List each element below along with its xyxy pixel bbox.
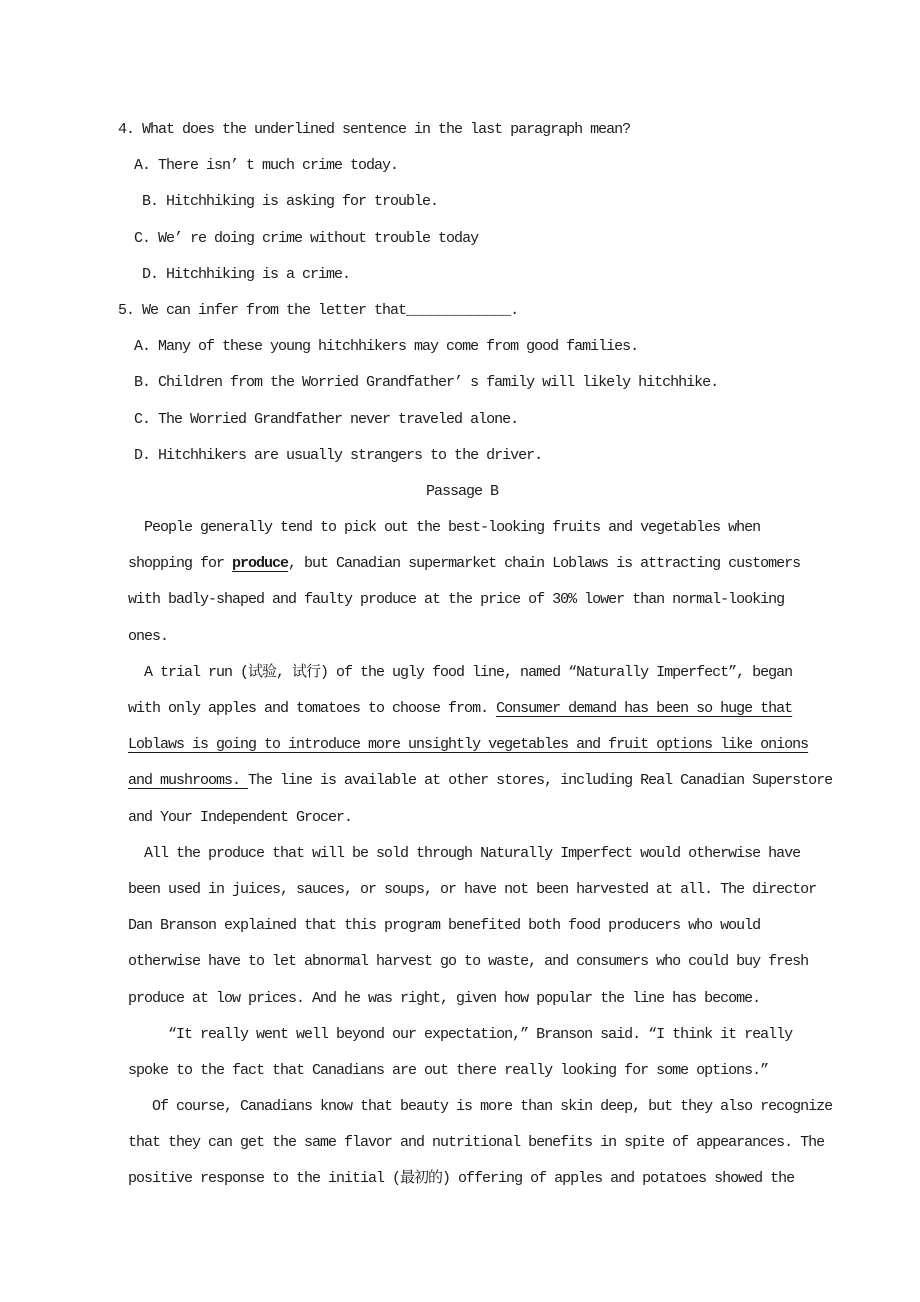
- passage-line: [128, 1089, 920, 1125]
- text-segment: “It really went well beyond our expectation,” Branson said. “I think it really: [128, 1025, 793, 1043]
- text-segment: , but Canadian supermarket chain Loblaws is attracting customers: [288, 555, 801, 573]
- text-segment: been used in juices, sauces, or soups, or have not been harvested at all. The director: [128, 880, 817, 898]
- passage-line: [128, 763, 920, 799]
- text-segment: The line is available at other stores, including Real Canadian Superstore: [248, 772, 833, 790]
- text-segment: A trial run (试验, 试行) of the ugly food line, named “Naturally Imperfect”, began: [128, 663, 793, 681]
- text-segment: otherwise have to let abnormal harvest go to waste, and consumers who could buy fresh: [128, 953, 809, 971]
- passage-line: [128, 944, 920, 980]
- text-segment: C. The Worried Grandfather never traveled alone.: [118, 410, 519, 428]
- text-segment: Of course, Canadians know that beauty is more than skin deep, but they also recognize: [128, 1098, 833, 1116]
- question-4-option-a: [118, 148, 920, 184]
- text-segment: C. We’ re doing crime without trouble today: [118, 229, 479, 247]
- passage-b-heading: [118, 474, 806, 510]
- passage-line: [128, 1161, 920, 1197]
- text-segment: that they can get the same flavor and nutritional benefits in spite of appearances. The: [128, 1134, 825, 1152]
- text-segment: B. Children from the Worried Grandfather’ s family will likely hitchhike.: [118, 374, 719, 392]
- passage-line: [128, 619, 920, 655]
- text-segment: People generally tend to pick out the best-looking fruits and vegetables when: [128, 519, 761, 537]
- text-segment: produce at low prices. And he was right, given how popular the line has become.: [128, 989, 761, 1007]
- question-5-stem: [118, 293, 920, 329]
- document-body: [118, 112, 920, 1198]
- passage-line: [128, 546, 920, 582]
- passage-line: [128, 1017, 920, 1053]
- emphasized-text: produce: [232, 555, 289, 573]
- text-segment: A. There isn’ t much crime today.: [118, 157, 399, 175]
- text-segment: A. Many of these young hitchhikers may come from good families.: [118, 338, 639, 356]
- text-segment: All the produce that will be sold through Naturally Imperfect would otherwise have: [128, 844, 801, 862]
- passage-line: [128, 908, 920, 944]
- passage-line: [128, 727, 920, 763]
- text-segment: ones.: [128, 627, 169, 645]
- passage-line: [128, 1053, 920, 1089]
- text-segment: 5. We can infer from the letter that_____________.: [118, 301, 519, 319]
- question-5-option-b: [118, 365, 920, 401]
- passage-line: [128, 510, 920, 546]
- passage-line: [128, 582, 920, 618]
- passage-line: [128, 1125, 920, 1161]
- question-4-option-c: [118, 221, 920, 257]
- text-segment: Dan Branson explained that this program benefited both food producers who would: [128, 917, 761, 935]
- text-segment: 4. What does the underlined sentence in the last paragraph mean?: [118, 121, 631, 138]
- question-4-option-d: [118, 257, 920, 293]
- emphasized-text: and mushrooms.: [128, 772, 249, 790]
- text-segment: spoke to the fact that Canadians are out there really looking for some options.”: [128, 1061, 769, 1079]
- text-segment: B. Hitchhiking is asking for trouble.: [118, 193, 439, 211]
- text-segment: with badly-shaped and faulty produce at the price of 30% lower than normal-looking: [128, 591, 785, 609]
- text-segment: D. Hitchhikers are usually strangers to the driver.: [118, 446, 543, 464]
- passage-line: [128, 800, 920, 836]
- question-4-option-b: [118, 184, 920, 220]
- text-segment: Passage B: [425, 482, 498, 500]
- text-segment: with only apples and tomatoes to choose from.: [128, 700, 497, 717]
- question-5-option-a: [118, 329, 920, 365]
- text-segment: D. Hitchhiking is a crime.: [118, 265, 351, 283]
- question-5-option-c: [118, 402, 920, 438]
- text-segment: and Your Independent Grocer.: [128, 808, 353, 826]
- passage-line: [128, 691, 920, 727]
- emphasized-text: Loblaws is going to introduce more unsightly vegetables and fruit options like onions: [128, 736, 809, 754]
- question-5-option-d: [118, 438, 920, 474]
- passage-line: [128, 981, 920, 1017]
- passage-line: [128, 836, 920, 872]
- question-4-stem: [118, 112, 920, 148]
- passage-line: [128, 655, 920, 691]
- text-segment: shopping for: [128, 555, 233, 573]
- emphasized-text: Consumer demand has been so huge that: [496, 700, 793, 717]
- text-segment: positive response to the initial (最初的) offering of apples and potatoes showed the: [128, 1170, 795, 1188]
- passage-line: [128, 872, 920, 908]
